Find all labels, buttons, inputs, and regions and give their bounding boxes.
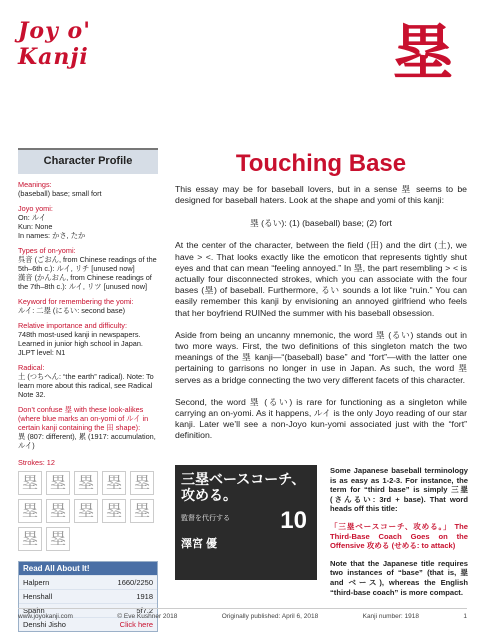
footer <box>18 608 467 620</box>
read-title: Read All About It! <box>19 562 157 575</box>
stroke-cell: 塁 <box>74 471 98 495</box>
footer-published: Originally published: April 6, 2018 <box>221 613 319 620</box>
meanings: (baseball) base; small fort <box>18 189 102 198</box>
importance-label: Relative importance and difficulty: <box>18 321 127 330</box>
kun-reading: Kun: None <box>18 222 53 231</box>
read-row-denshi-jisho[interactable]: Denshi Jisho Click here <box>19 617 157 631</box>
paragraph: At the center of the character, between the field (田) and the dirt (土), we have > <. That looks exactly like the emoticon that represents tightly shut eyes and that can mean “feeling annoyed.” In 塁, the part resembling > < is actually four disconnected strokes, which you can associate with the four bases (塁) of baseball. Furthermore, るい sounds a lot like “ruin.” You can easily remember this kanji by envisioning an annoyed girlfriend who feels that her boyfriend RUINed the summer with his baseball obsession. <box>175 240 467 318</box>
radical: 土 (つちへん: “the earth” radical). Note: To learn more about this radical, see Radical Note 32. <box>18 372 154 399</box>
stroke-cell: 塁 <box>102 471 126 495</box>
stroke-cell: 塁 <box>130 471 154 495</box>
cover-title: 三塁ベースコーチ、攻める。 <box>181 471 306 503</box>
note-book-title: 「三塁ベースコーチ、攻める。」 The Third-Base Coach Goes on the Offensive 攻める (せめる: to attack) <box>330 521 468 551</box>
read-row: Halpern 1660/2250 <box>19 575 157 589</box>
main-article <box>175 150 467 453</box>
strokes-label: Strokes: 12 <box>18 458 55 467</box>
types-1: 呉音 (ごおん, from Chinese readings of the 5th–6th c.): ルイ, リチ [unused now] <box>18 255 157 273</box>
cover-author: 澤宮 優 <box>181 538 218 550</box>
header-kanji: 塁 <box>393 18 453 88</box>
importance: 748th most-used kanji in newspapers. Learned in junior high school in Japan. JLPT level: N1 <box>18 330 143 357</box>
joyo-label: Joyo yomi: <box>18 204 53 213</box>
names-reading: In names: かさ, たか <box>18 231 86 240</box>
footer-copyright: © Eve Kushner 2018 <box>117 613 178 620</box>
definition-line: 塁 (るい): (1) (baseball) base; (2) fort <box>250 218 392 229</box>
footer-kanji-number: Kanji number: 1918 <box>362 613 419 620</box>
stroke-cell: 塁 <box>46 499 70 523</box>
meanings-label: Meanings: <box>18 180 52 189</box>
logo-text: Joy o' Kanji <box>18 18 91 70</box>
stroke-cell: 塁 <box>18 527 42 551</box>
stroke-cell: 塁 <box>102 499 126 523</box>
paragraph: Second, the word 塁 (るい) is rare for functioning as a singleton while carrying an on-yomi. As it happens, ルイ is the only Joyo reading of our star kanji. Later we’ll see a non-Joyo kun-yomi associated just with the “fort” definition. <box>175 396 467 441</box>
types-2: 漢音 (かんおん, from Chinese readings of the 7th–8th c.): ルイ, リツ [unused now] <box>18 273 152 291</box>
cover-subtitle: 監督を代行する <box>181 515 230 522</box>
radical-label: Radical: <box>18 363 45 372</box>
stroke-cell: 塁 <box>18 471 42 495</box>
side-note <box>330 466 468 597</box>
stroke-cell: 塁 <box>46 471 70 495</box>
stroke-cell: 塁 <box>18 499 42 523</box>
stroke-order-grid <box>18 471 158 551</box>
stroke-cell: 塁 <box>130 499 154 523</box>
sidebar-title: Character Profile <box>18 148 158 174</box>
stroke-cell: 塁 <box>74 499 98 523</box>
paragraph: This essay may be for baseball lovers, but in a sense 塁 seems to be designed for baseball haters. Look at the shape and yomi of this kanji: <box>175 184 467 206</box>
read-all-about-it <box>18 561 158 632</box>
page-title: Touching Base <box>235 150 407 177</box>
keyword-label: Keyword for remembering the yomi: <box>18 297 134 306</box>
note-paragraph: Note that the Japanese title requires two instances of “base” (that is, 塁 and ベース), whereas the English “third-base coach” is more compact. <box>330 558 468 597</box>
note-paragraph: Some Japanese baseball terminology is as easy as 1-2-3. For instance, the term for “third base” is simply 三塁 (さんるい: 3rd + base). That word heads off this title: <box>330 466 468 514</box>
footer-site[interactable]: www.joyokanji.com <box>18 613 73 620</box>
book-cover-image <box>175 465 317 580</box>
click-here-link[interactable]: Click here <box>119 620 153 629</box>
read-row: Spahn 5f7.2 <box>19 603 157 617</box>
keyword: ルイ: 二塁 (にるい: second base) <box>18 306 126 315</box>
paragraph: Aside from being an uncanny mnemonic, the word 塁 (るい) stands out in two more ways. First, the two definitions of this singleton match the two meanings of the 塁 kanji—“(baseball) base” and “fort”—with the latter one pertaining to garrisons no longer in use in Japan. As such, the word 塁 serves as a bridge connecting the two very different facets of this character. <box>175 329 467 385</box>
on-reading: On: ルイ <box>18 213 47 222</box>
read-row: Henshall 1918 <box>19 589 157 603</box>
confuse: 異 (807: different), 累 (1917: accumulation, ルイ) <box>18 432 156 450</box>
confuse-label: Don’t confuse 塁 with these look-alikes (where blue marks an on-yomi of ルイ in certain kanji containing the 田 shape): <box>18 405 149 432</box>
logo <box>18 18 168 78</box>
stroke-cell: 塁 <box>46 527 70 551</box>
cover-number: 10 <box>280 507 307 534</box>
footer-page-number: 1 <box>463 613 467 620</box>
types-label: Types of on-yomi: <box>18 246 76 255</box>
